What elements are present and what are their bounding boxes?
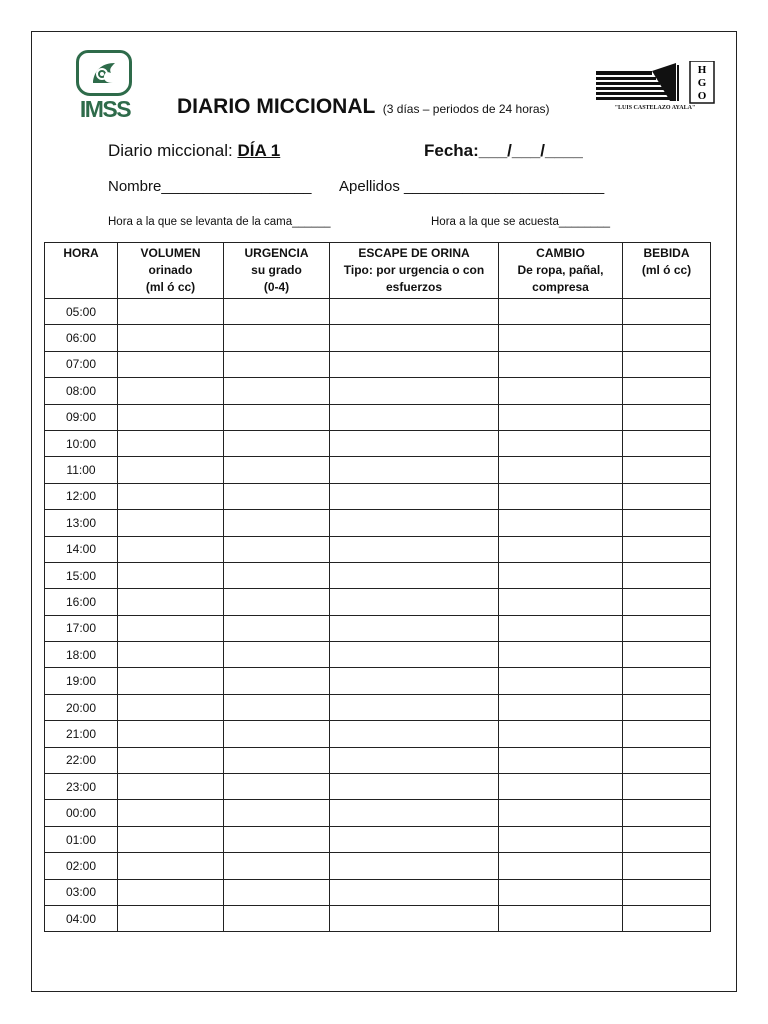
- table-row: [45, 615, 711, 641]
- header-line: orinado: [148, 263, 193, 277]
- entry-cell[interactable]: [118, 589, 224, 615]
- table-row: [45, 668, 711, 694]
- hour-cell: 13:00: [45, 510, 118, 536]
- entry-cell[interactable]: [623, 510, 711, 536]
- header-line: (ml ó cc): [145, 280, 196, 294]
- entry-cell[interactable]: [623, 404, 711, 430]
- table-row: [45, 853, 711, 879]
- entry-cell[interactable]: [499, 853, 623, 879]
- entry-cell[interactable]: [224, 694, 330, 720]
- entry-cell[interactable]: [330, 299, 499, 325]
- entry-cell[interactable]: [118, 378, 224, 404]
- entry-cell[interactable]: [224, 615, 330, 641]
- entry-cell[interactable]: [330, 694, 499, 720]
- hour-cell: 15:00: [45, 562, 118, 588]
- entry-cell[interactable]: [224, 562, 330, 588]
- entry-cell[interactable]: [623, 774, 711, 800]
- entry-cell[interactable]: [623, 299, 711, 325]
- imss-logo: [70, 50, 140, 122]
- entry-cell[interactable]: [499, 483, 623, 509]
- day-label: Diario miccional:: [108, 141, 233, 160]
- entry-cell[interactable]: [499, 325, 623, 351]
- entry-cell[interactable]: [499, 589, 623, 615]
- entry-cell[interactable]: [224, 483, 330, 509]
- entry-cell[interactable]: [224, 721, 330, 747]
- entry-cell[interactable]: [499, 747, 623, 773]
- entry-cell[interactable]: [330, 853, 499, 879]
- name-field[interactable]: Nombre__________________: [108, 178, 312, 195]
- entry-cell[interactable]: [330, 826, 499, 852]
- header-line: VOLUMEN: [140, 246, 201, 260]
- header-bebida: [623, 243, 711, 299]
- entry-cell[interactable]: [118, 615, 224, 641]
- table-row: [45, 826, 711, 852]
- entry-cell[interactable]: [499, 378, 623, 404]
- hour-cell: 20:00: [45, 694, 118, 720]
- entry-cell[interactable]: [623, 378, 711, 404]
- entry-cell[interactable]: [118, 853, 224, 879]
- header-line: (0-4): [263, 280, 290, 294]
- table-row: [45, 879, 711, 905]
- imss-eagle-emblem-icon: [76, 50, 132, 96]
- hour-cell: 16:00: [45, 589, 118, 615]
- table-row: [45, 536, 711, 562]
- entry-cell[interactable]: [623, 826, 711, 852]
- header-cambio: [499, 243, 623, 299]
- table-row: [45, 378, 711, 404]
- entry-cell[interactable]: [499, 430, 623, 456]
- entry-cell[interactable]: [623, 589, 711, 615]
- entry-cell[interactable]: [330, 483, 499, 509]
- sleep-time-field[interactable]: Hora a la que se acuesta________: [431, 216, 611, 228]
- hour-cell: 01:00: [45, 826, 118, 852]
- entry-cell[interactable]: [118, 510, 224, 536]
- title-main: DIARIO MICCIONAL: [177, 95, 376, 118]
- header-line: De ropa, pañal,: [517, 263, 604, 277]
- entry-cell[interactable]: [499, 774, 623, 800]
- hour-cell: 08:00: [45, 378, 118, 404]
- entry-cell[interactable]: [330, 325, 499, 351]
- entry-cell[interactable]: [623, 457, 711, 483]
- entry-cell[interactable]: [330, 404, 499, 430]
- hour-cell: 06:00: [45, 325, 118, 351]
- table-row: [45, 721, 711, 747]
- entry-cell[interactable]: [224, 747, 330, 773]
- entry-cell[interactable]: [118, 905, 224, 931]
- entry-cell[interactable]: [330, 430, 499, 456]
- hour-cell: 03:00: [45, 879, 118, 905]
- entry-cell[interactable]: [623, 879, 711, 905]
- hour-cell: 21:00: [45, 721, 118, 747]
- table-row: [45, 483, 711, 509]
- entry-cell[interactable]: [623, 536, 711, 562]
- entry-cell[interactable]: [118, 774, 224, 800]
- table-row: [45, 589, 711, 615]
- entry-cell[interactable]: [118, 668, 224, 694]
- header-line: HORA: [63, 246, 99, 260]
- header-line: BEBIDA: [643, 246, 690, 260]
- header-volumen: [118, 243, 224, 299]
- header-line: ESCAPE DE ORINA: [358, 246, 470, 260]
- header-line: (ml ó cc): [641, 263, 692, 277]
- entry-cell[interactable]: [224, 430, 330, 456]
- table-row: [45, 457, 711, 483]
- entry-cell[interactable]: [623, 325, 711, 351]
- entry-cell[interactable]: [224, 642, 330, 668]
- logo-letter-o: O: [697, 90, 707, 102]
- logo-letter-g: G: [697, 77, 707, 89]
- hour-cell: 22:00: [45, 747, 118, 773]
- entry-cell[interactable]: [623, 694, 711, 720]
- entry-cell[interactable]: [118, 430, 224, 456]
- entry-cell[interactable]: [330, 457, 499, 483]
- entry-cell[interactable]: [118, 457, 224, 483]
- table-row: [45, 404, 711, 430]
- hour-cell: 10:00: [45, 430, 118, 456]
- entry-cell[interactable]: [118, 800, 224, 826]
- table-row: [45, 562, 711, 588]
- table-body: [45, 299, 711, 932]
- voiding-diary-table: [44, 242, 711, 932]
- entry-cell[interactable]: [623, 853, 711, 879]
- entry-cell[interactable]: [224, 351, 330, 377]
- entry-cell[interactable]: [330, 351, 499, 377]
- entry-cell[interactable]: [330, 905, 499, 931]
- entry-cell[interactable]: [224, 510, 330, 536]
- hour-cell: 07:00: [45, 351, 118, 377]
- entry-cell[interactable]: [118, 483, 224, 509]
- table-row: [45, 694, 711, 720]
- entry-cell[interactable]: [499, 404, 623, 430]
- entry-cell[interactable]: [499, 905, 623, 931]
- header-line: Tipo: por urgencia o con: [343, 263, 485, 277]
- entry-cell[interactable]: [623, 615, 711, 641]
- day-value: DÍA 1: [237, 141, 281, 160]
- entry-cell[interactable]: [224, 774, 330, 800]
- entry-cell[interactable]: [330, 562, 499, 588]
- entry-cell[interactable]: [118, 694, 224, 720]
- header-line: esfuerzos: [385, 280, 443, 294]
- entry-cell[interactable]: [330, 668, 499, 694]
- entry-cell[interactable]: [224, 879, 330, 905]
- hour-cell: 23:00: [45, 774, 118, 800]
- entry-cell[interactable]: [623, 668, 711, 694]
- table-row: [45, 351, 711, 377]
- entry-cell[interactable]: [224, 299, 330, 325]
- table-row: [45, 642, 711, 668]
- hour-cell: 17:00: [45, 615, 118, 641]
- entry-cell[interactable]: [623, 642, 711, 668]
- entry-cell[interactable]: [330, 800, 499, 826]
- date-field[interactable]: Fecha:___/___/____: [424, 141, 583, 160]
- table-row: [45, 430, 711, 456]
- entry-cell[interactable]: [224, 800, 330, 826]
- entry-cell[interactable]: [224, 589, 330, 615]
- imss-wordmark: IMSS: [79, 96, 131, 122]
- entry-cell[interactable]: [118, 299, 224, 325]
- entry-cell[interactable]: [499, 800, 623, 826]
- hour-cell: 00:00: [45, 800, 118, 826]
- entry-cell[interactable]: [623, 800, 711, 826]
- form-page: [31, 31, 737, 992]
- entry-cell[interactable]: [118, 826, 224, 852]
- table-row: [45, 905, 711, 931]
- entry-cell[interactable]: [499, 299, 623, 325]
- entry-cell[interactable]: [330, 510, 499, 536]
- entry-cell[interactable]: [224, 826, 330, 852]
- hour-cell: 04:00: [45, 905, 118, 931]
- entry-cell[interactable]: [330, 642, 499, 668]
- entry-cell[interactable]: [330, 747, 499, 773]
- entry-cell[interactable]: [623, 430, 711, 456]
- hour-cell: 11:00: [45, 457, 118, 483]
- entry-cell[interactable]: [224, 853, 330, 879]
- hospital-building-icon: [594, 61, 716, 105]
- day-line: [108, 141, 280, 161]
- entry-cell[interactable]: [623, 905, 711, 931]
- entry-cell[interactable]: [330, 378, 499, 404]
- entry-cell[interactable]: [499, 562, 623, 588]
- header-line: CAMBIO: [536, 246, 585, 260]
- entry-cell[interactable]: [499, 351, 623, 377]
- entry-cell[interactable]: [330, 774, 499, 800]
- entry-cell[interactable]: [499, 642, 623, 668]
- entry-cell[interactable]: [118, 351, 224, 377]
- header-line: URGENCIA: [244, 246, 309, 260]
- wake-time-field[interactable]: Hora a la que se levanta de la cama______: [108, 216, 331, 228]
- table-header-row: [45, 243, 711, 299]
- entry-cell[interactable]: [330, 615, 499, 641]
- hospital-logo: [594, 61, 716, 115]
- entry-cell[interactable]: [224, 404, 330, 430]
- entry-cell[interactable]: [499, 826, 623, 852]
- hospital-caption: "LUIS CASTELAZO AYALA": [614, 105, 696, 111]
- entry-cell[interactable]: [499, 879, 623, 905]
- entry-cell[interactable]: [118, 562, 224, 588]
- hour-cell: 19:00: [45, 668, 118, 694]
- hour-cell: 12:00: [45, 483, 118, 509]
- entry-cell[interactable]: [118, 879, 224, 905]
- entry-cell[interactable]: [499, 536, 623, 562]
- entry-cell[interactable]: [224, 536, 330, 562]
- page-title: [177, 95, 550, 119]
- header-escape: [330, 243, 499, 299]
- title-subtitle: (3 días – periodos de 24 horas): [382, 102, 550, 116]
- entry-cell[interactable]: [499, 694, 623, 720]
- surname-field[interactable]: Apellidos ________________________: [339, 178, 605, 195]
- entry-cell[interactable]: [118, 721, 224, 747]
- entry-cell[interactable]: [224, 668, 330, 694]
- entry-cell[interactable]: [623, 351, 711, 377]
- entry-cell[interactable]: [623, 483, 711, 509]
- entry-cell[interactable]: [499, 721, 623, 747]
- entry-cell[interactable]: [118, 325, 224, 351]
- table-row: [45, 299, 711, 325]
- table-row: [45, 747, 711, 773]
- entry-cell[interactable]: [330, 536, 499, 562]
- entry-cell[interactable]: [623, 747, 711, 773]
- entry-cell[interactable]: [118, 404, 224, 430]
- entry-cell[interactable]: [499, 668, 623, 694]
- header-urgencia: [224, 243, 330, 299]
- entry-cell[interactable]: [118, 747, 224, 773]
- entry-cell[interactable]: [118, 536, 224, 562]
- logo-letter-h: H: [697, 64, 707, 76]
- entry-cell[interactable]: [224, 325, 330, 351]
- hour-cell: 14:00: [45, 536, 118, 562]
- table-row: [45, 774, 711, 800]
- entry-cell[interactable]: [118, 642, 224, 668]
- entry-cell[interactable]: [623, 721, 711, 747]
- hour-cell: 18:00: [45, 642, 118, 668]
- hour-cell: 09:00: [45, 404, 118, 430]
- header-line: compresa: [532, 280, 589, 294]
- entry-cell[interactable]: [499, 510, 623, 536]
- table-row: [45, 325, 711, 351]
- entry-cell[interactable]: [330, 879, 499, 905]
- hour-cell: 05:00: [45, 299, 118, 325]
- hour-cell: 02:00: [45, 853, 118, 879]
- entry-cell[interactable]: [224, 905, 330, 931]
- header-line: su grado: [251, 263, 302, 277]
- entry-cell[interactable]: [623, 562, 711, 588]
- table-row: [45, 510, 711, 536]
- entry-cell[interactable]: [330, 589, 499, 615]
- entry-cell[interactable]: [330, 721, 499, 747]
- entry-cell[interactable]: [224, 378, 330, 404]
- entry-cell[interactable]: [224, 457, 330, 483]
- entry-cell[interactable]: [499, 457, 623, 483]
- entry-cell[interactable]: [499, 615, 623, 641]
- table-row: [45, 800, 711, 826]
- header-hora: [45, 243, 118, 299]
